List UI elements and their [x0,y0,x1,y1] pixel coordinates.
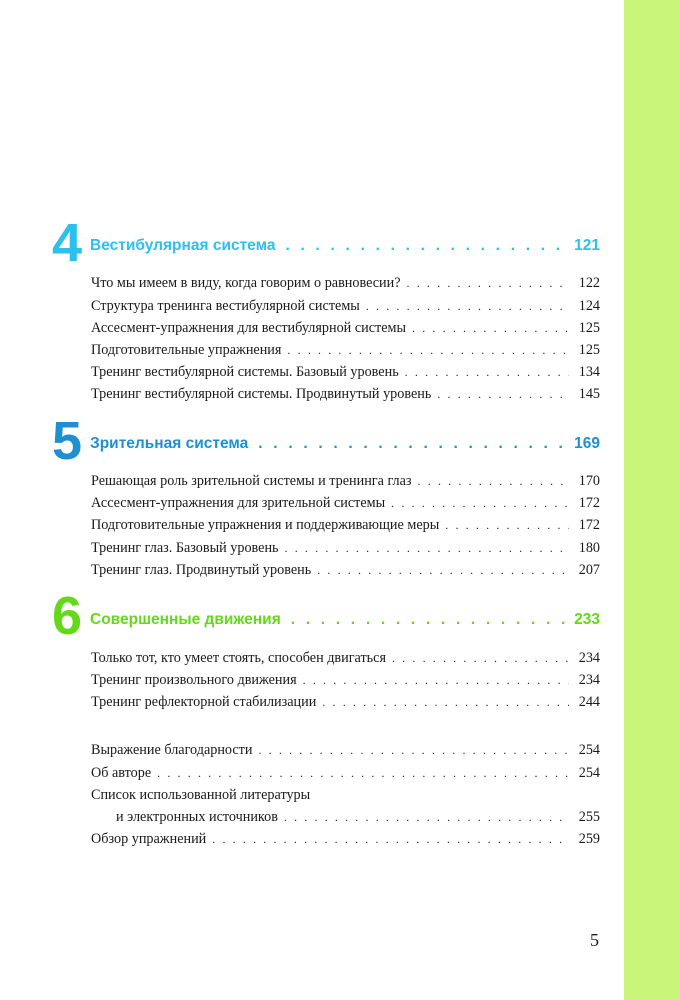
chapter-heading[interactable] [90,435,600,453]
entry-page: 125 [578,320,600,336]
leader-dots [322,696,568,708]
toc-entry[interactable] [91,518,600,532]
entry-page: 122 [578,275,600,291]
entry-page: 172 [578,495,600,511]
entry-title: Тренинг рефлекторной стабилизации [91,694,317,710]
toc-entry-literature[interactable] [116,810,600,824]
entry-page: 244 [578,694,600,710]
page-number: 5 [590,930,599,950]
toc-entry[interactable] [91,496,600,510]
entry-title: Ассесмент-упражнения для вестибулярной системы [91,320,407,336]
toc-entry[interactable] [91,299,600,313]
leader-dots [285,542,569,554]
toc-entry-exercises[interactable] [91,832,600,846]
entry-page: 180 [578,540,600,556]
toc-entry-author[interactable] [91,766,600,780]
toc-entry[interactable] [91,695,600,709]
entry-page: 172 [578,517,600,533]
chapter-title: Вестибулярная система [90,237,276,254]
entry-page: 234 [578,672,600,688]
entry-page: 259 [578,831,600,847]
leader-dots [287,344,568,356]
chapter-title: Зрительная система [90,435,249,452]
entry-page: 255 [578,809,600,825]
leader-dots [303,674,569,686]
entry-page: 125 [578,342,600,358]
entry-page: 234 [578,650,600,666]
entry-title: Тренинг глаз. Базовый уровень [91,540,279,556]
entry-title: Об авторе [91,765,152,781]
leader-dots [317,564,569,576]
chapter-page: 233 [574,611,600,628]
chapter-heading[interactable] [90,237,600,255]
entry-page: 134 [578,364,600,380]
toc-entry[interactable] [91,673,600,687]
toc-entry[interactable] [91,387,600,401]
leader-dots [212,833,568,845]
leader-dots [445,519,568,531]
literature-title-line[interactable]: Список использованной литературы [91,787,311,803]
leader-dots [418,475,569,487]
entry-title: Обзор упражнений [91,831,207,847]
toc-entry[interactable] [91,541,600,555]
entry-title: Что мы имеем в виду, когда говорим о равновесии? [91,275,401,291]
entry-title: Тренинг вестибулярной системы. Базовый уровень [91,364,399,380]
entry-page: 254 [578,765,600,781]
toc-entry-thanks[interactable] [91,743,600,757]
leader-dots [291,611,566,629]
leader-dots [412,322,569,334]
chapter-number: 6 [52,586,81,646]
leader-dots [405,366,569,378]
entry-title: Подготовительные упражнения и поддерживающие меры [91,517,440,533]
leader-dots [157,767,569,779]
entry-title: Тренинг вестибулярной системы. Продвинутый уровень [91,386,432,402]
chapter-heading[interactable] [90,611,600,629]
leader-dots [286,237,567,255]
entry-title: Ассесмент-упражнения для зрительной системы [91,495,386,511]
leader-dots [284,811,569,823]
entry-title: Структура тренинга вестибулярной системы [91,298,360,314]
toc-entry[interactable] [91,365,600,379]
chapter-title: Совершенные движения [90,611,281,628]
toc-entry[interactable] [91,321,600,335]
chapter-page: 121 [574,237,600,254]
side-color-strip [624,0,680,1000]
chapter-page: 169 [574,435,600,452]
entry-title: и электронных источников [116,809,278,825]
entry-title: Решающая роль зрительной системы и тренинга глаз [91,473,412,489]
leader-dots [258,744,568,756]
toc-entry[interactable] [91,276,600,290]
entry-title: Тренинг произвольного движения [91,672,297,688]
entry-title: Только тот, кто умеет стоять, способен двигаться [91,650,386,666]
toc-entry[interactable] [91,563,600,577]
entry-page: 145 [578,386,600,402]
leader-dots [392,652,569,664]
leader-dots [407,277,569,289]
leader-dots [391,497,569,509]
entry-page: 170 [578,473,600,489]
chapter-number: 4 [52,213,81,273]
chapter-number: 5 [52,411,81,471]
leader-dots [437,388,568,400]
entry-title: Тренинг глаз. Продвинутый уровень [91,562,312,578]
entry-page: 207 [578,562,600,578]
leader-dots [366,300,569,312]
toc-entry[interactable] [91,343,600,357]
entry-title: Подготовительные упражнения [91,342,282,358]
leader-dots [258,435,566,453]
toc-entry[interactable] [91,474,600,488]
entry-page: 124 [578,298,600,314]
entry-page: 254 [578,742,600,758]
entry-title: Выражение благодарности [91,742,253,758]
toc-entry[interactable] [91,651,600,665]
